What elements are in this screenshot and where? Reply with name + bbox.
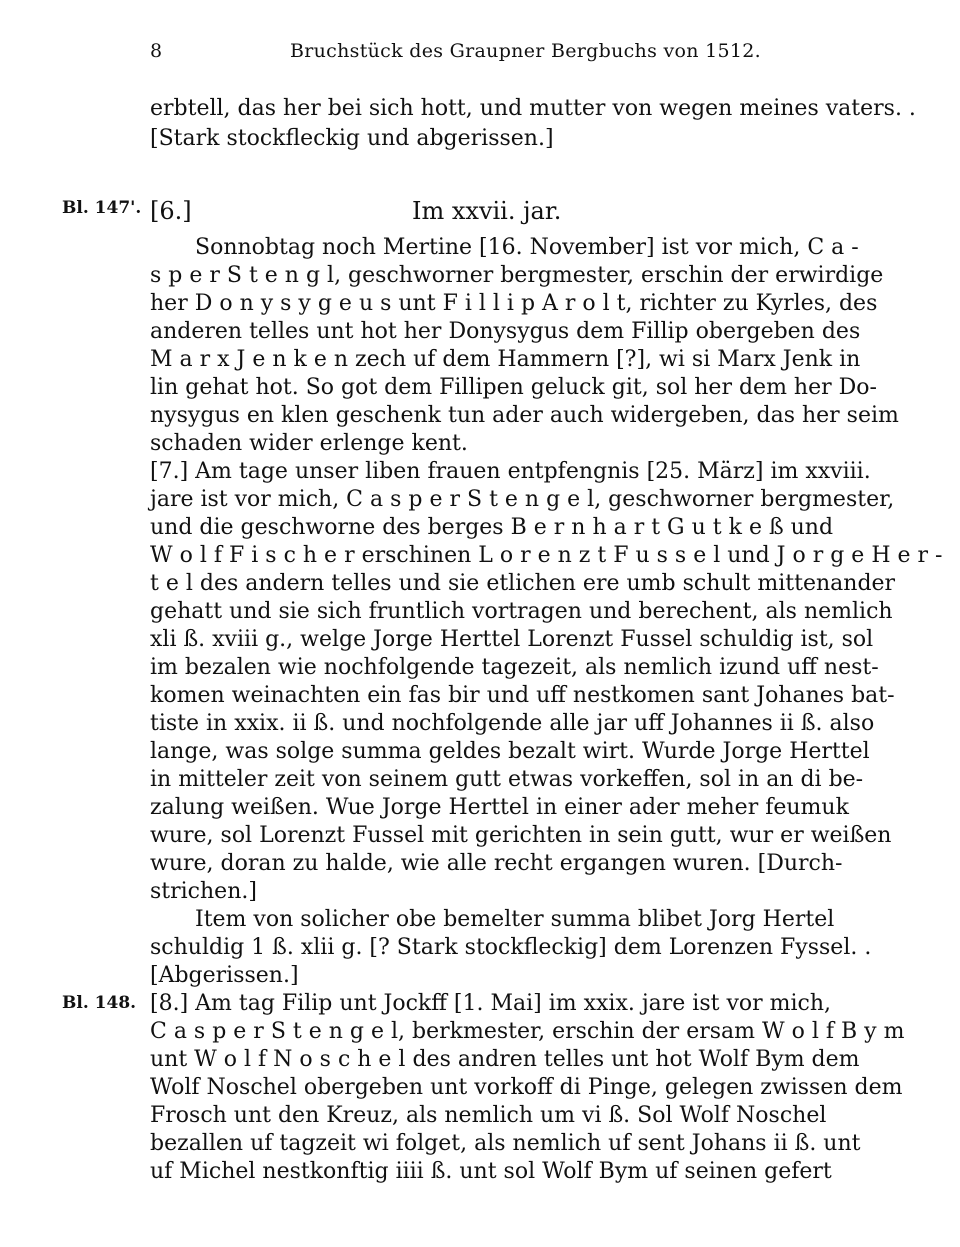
text-line: lange, was solge summa geldes bezalt wirt. Wurde Jorge Herttel: [150, 739, 870, 764]
text-line: Sonnobtag noch Mertine [16. November] ist vor mich, C a -: [195, 235, 859, 260]
text-line: nysygus en klen geschenk tun ader auch widergeben, das her seim: [150, 403, 899, 428]
text-line: [7.] Am tage unser liben frauen entpfengnis [25. März] im xxviii.: [150, 459, 871, 484]
text-line: Item von solicher obe bemelter summa blibet Jorg Hertel: [195, 907, 835, 932]
text-line: [Stark stockfleckig und abgerissen.]: [150, 126, 554, 151]
text-line: jare ist vor mich, C a s p e r S t e n g e l, geschworner bergmester,: [150, 487, 895, 512]
text-line: [8.] Am tag Filip unt Jockff [1. Mai] im xxix. jare ist vor mich,: [150, 991, 832, 1016]
text-line: t e l des andern telles und sie etlichen ere umb schult mittenander: [150, 571, 896, 596]
text-line: her D o n y s y g e u s unt F i l l i p A r o l t, richter zu Kyrles, des: [150, 291, 878, 316]
text-line: anderen telles unt hot her Donysygus dem Fillip obergeben des: [150, 319, 861, 344]
text-line: komen weinachten ein fas bir und uff nestkomen sant Johanes bat-: [150, 683, 895, 708]
text-line: in mitteler zeit von seinem gutt etwas vorkeffen, sol in an di be-: [150, 767, 864, 792]
text-line: bezallen uf tagzeit wi folget, als nemlich uf sent Johans ii ß. unt: [150, 1131, 861, 1156]
text-line: und die geschworne des berges B e r n h a r t G u t k e ß und: [150, 515, 834, 540]
text-line: wure, sol Lorenzt Fussel mit gerichten in sein gutt, wur er weißen: [150, 823, 892, 848]
text-line: xli ß. xviii g., welge Jorge Herttel Lorenzt Fussel schuldig ist, sol: [150, 627, 874, 652]
page-number: 8: [150, 40, 163, 62]
text-line: zalung weißen. Wue Jorge Herttel in einer ader meher feumuk: [150, 795, 849, 820]
text-line: erbtell, das her bei sich hott, und mutter von wegen meines vaters. .: [150, 96, 916, 121]
text-line: Frosch unt den Kreuz, als nemlich um vi ß. Sol Wolf Noschel: [150, 1103, 827, 1128]
text-line: wure, doran zu halde, wie alle recht ergangen wuren. [Durch-: [150, 851, 843, 876]
text-line: lin gehat hot. So got dem Fillipen geluck git, sol her dem her Do-: [150, 375, 877, 400]
margin-note-folio: Bl. 147'.: [62, 198, 142, 218]
text-line: uf Michel nestkonftig iiii ß. unt sol Wolf Bym uf seinen gefert: [150, 1159, 832, 1184]
text-line: W o l f F i s c h e r erschinen L o r e n z t F u s s e l und J o r g e H e r -: [150, 543, 943, 568]
section-title: Im xxvii. jar.: [412, 197, 562, 225]
text-line: unt W o l f N o s c h e l des andren telles unt hot Wolf Bym dem: [150, 1047, 860, 1072]
text-line: schaden wider erlenge kent.: [150, 431, 468, 456]
text-line: [Abgerissen.]: [150, 963, 299, 988]
text-line: strichen.]: [150, 879, 257, 904]
text-line: gehatt und sie sich fruntlich vortragen und berechent, als nemlich: [150, 599, 893, 624]
text-line: im bezalen wie nochfolgende tagezeit, als nemlich izund uff nest-: [150, 655, 879, 680]
section-number: [6.]: [150, 197, 192, 225]
page-header: [150, 40, 810, 72]
text-line: schuldig 1 ß. xlii g. [? Stark stockfleckig] dem Lorenzen Fyssel. .: [150, 935, 872, 960]
text-line: tiste in xxix. ii ß. und nochfolgende alle jar uff Johannes ii ß. also: [150, 711, 875, 736]
text-line: M a r x J e n k e n zech uf dem Hammern [?], wi si Marx Jenk in: [150, 347, 861, 372]
text-line: s p e r S t e n g l, geschworner bergmester, erschin der erwirdige: [150, 263, 884, 288]
text-line: C a s p e r S t e n g e l, berkmester, erschin der ersam W o l f B y m: [150, 1019, 905, 1044]
text-line: Wolf Noschel obergeben unt vorkoff di Pinge, gelegen zwissen dem: [150, 1075, 903, 1100]
running-title: Bruchstück des Graupner Bergbuchs von 1512.: [290, 40, 762, 62]
margin-note-folio: Bl. 148.: [62, 993, 137, 1013]
